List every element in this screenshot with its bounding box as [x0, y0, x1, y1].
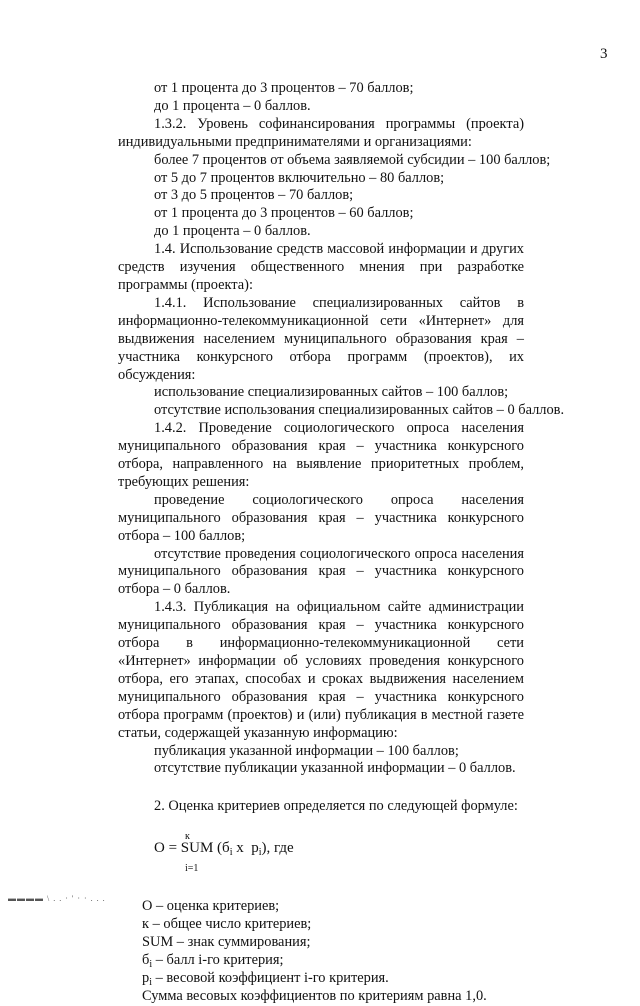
paragraph-1-3-2: 1.3.2. Уровень софинансирования программы (проекта) индивидуальными предпринимателями и организациями:	[118, 115, 524, 150]
document-body	[118, 80, 565, 1006]
list-item: от 1 процента до 3 процентов – 70 баллов;	[154, 80, 414, 96]
paragraph-1-4: 1.4. Использование средств массовой информации и других средств изучения общественного мнения при разработке программы (проекта):	[118, 241, 524, 293]
list-item: использование специализированных сайтов – 100 баллов;	[154, 384, 509, 401]
formula	[118, 831, 524, 878]
definition-p: $p_i$ – весовой коэффициент i-го критерия.	[142, 969, 389, 988]
list-item: до 1 процента – 0 баллов.	[154, 97, 311, 114]
formula-main: О = SUM ($б_i$ х $p_i$), где	[154, 840, 294, 859]
list-item: от 5 до 7 процентов включительно – 80 баллов;	[154, 169, 445, 186]
paragraph-1-4-3: 1.4.3. Публикация на официальном сайте администрации муниципального образования края – участника конкурсного отбора в информационно-телекоммуникационной сети «Интернет» информации об условиях проведения конкурсного отбора, его этапах, способах и сроках выдвижения населением муниципального образования края – участника конкурсного отбора программ (проектов) и (или) публикация в местной газете статьи, содержащей указанную информацию:	[118, 599, 524, 741]
list-item: до 1 процента – 0 баллов.	[154, 223, 311, 240]
definition-o: О – оценка критериев;	[142, 898, 280, 915]
formula-upper-limit: к	[185, 831, 190, 843]
list-item: от 3 до 5 процентов – 70 баллов;	[154, 187, 354, 204]
page-number: 3	[600, 46, 608, 62]
definition-sum: SUM – знак суммирования;	[142, 934, 311, 951]
list-item: более 7 процентов от объема заявляемой субсидии – 100 баллов;	[154, 151, 551, 168]
weights-sum-note: Сумма весовых коэффициентов по критериям равна 1,0.	[142, 987, 487, 1004]
definition-b: $б_i$ – балл i-го критерия;	[142, 951, 284, 970]
list-item: отсутствие использования специализированных сайтов – 0 баллов.	[154, 402, 565, 419]
formula-lower-limit: i=1	[185, 863, 199, 875]
list-item: публикация указанной информации – 100 баллов;	[154, 742, 459, 759]
definition-k: к – общее число критериев;	[142, 916, 312, 933]
paragraph-1-4-2-a: проведение социологического опроса населения муниципального образования края – участника конкурсного отбора – 100 баллов;	[118, 491, 524, 544]
paragraph-1-4-2: 1.4.2. Проведение социологического опроса населения муниципального образования края – участника конкурсного отбора, направленного на выявление приоритетных проблем, требующих решения:	[118, 420, 524, 490]
paragraph-2: 2. Оценка критериев определяется по следующей формуле:	[154, 798, 518, 815]
list-item: отсутствие публикации указанной информации – 0 баллов.	[154, 760, 516, 777]
paragraph-1-4-1: 1.4.1. Использование специализированных сайтов в информационно-телекоммуникационной сети «Интернет» для выдвижения населением муниципального образования края – участника конкурсного отбора программ (проектов), их обсуждения:	[118, 294, 524, 383]
list-item: от 1 процента до 3 процентов – 60 баллов;	[154, 205, 414, 222]
footer-artifact: ▬▬▬▬ \ . . · ' · · . . .	[8, 894, 106, 903]
paragraph-1-4-2-b: отсутствие проведения социологического опроса населения муниципального образования края – участника конкурсного отбора – 0 баллов.	[118, 545, 524, 598]
